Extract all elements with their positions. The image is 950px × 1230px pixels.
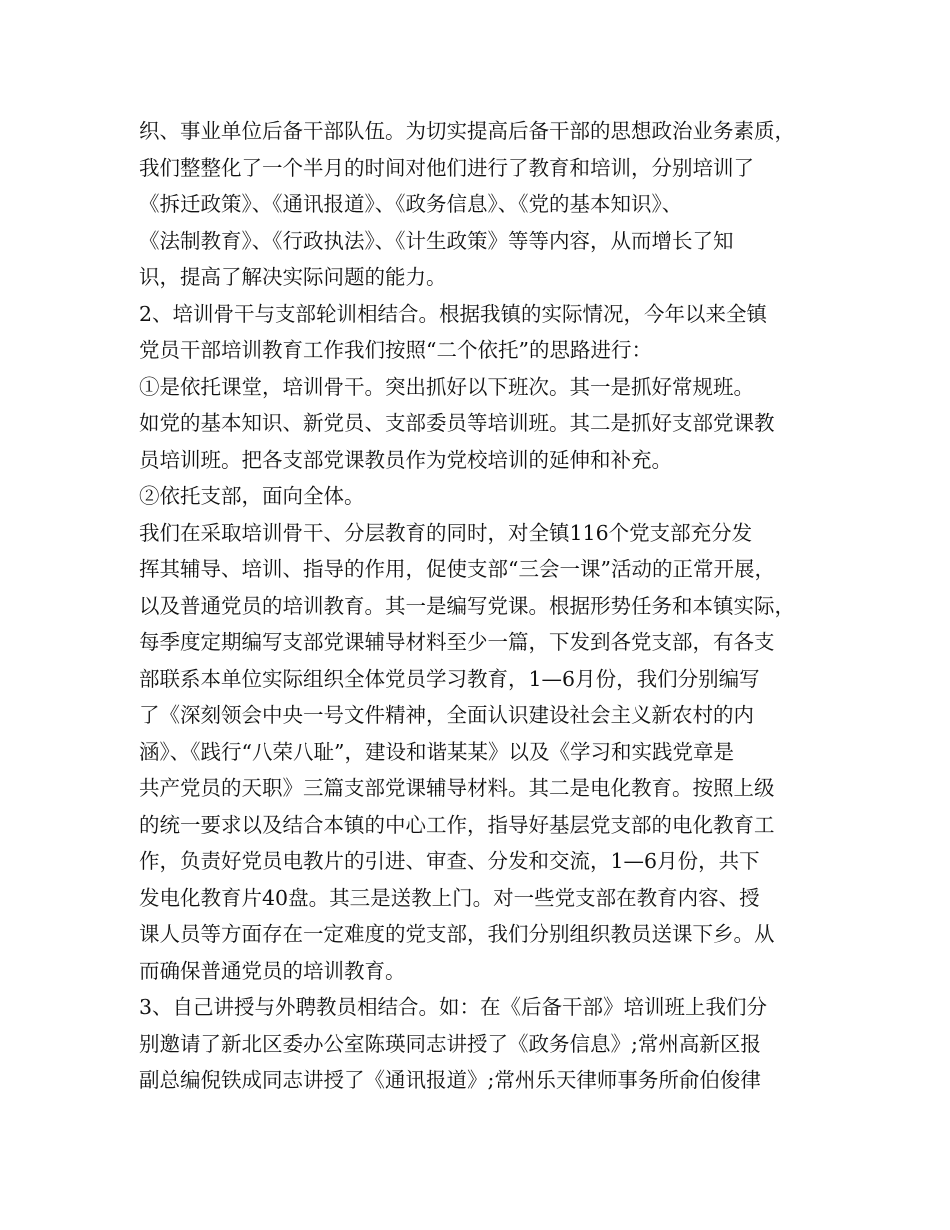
text-line: 3、自己讲授与外聘教员相结合。如：在《后备干部》培训班上我们分	[139, 995, 768, 1019]
text-line: 课人员等方面存在一定难度的党支部，我们分别组织教员送课下乡。从	[139, 922, 775, 946]
text-line: 以及普通党员的培训教育。其一是编写党课。根据形势任务和本镇实际，	[139, 593, 795, 618]
document-body	[139, 113, 839, 1099]
text-line: 党员干部培训教育工作我们按照“二个依托”的思路进行：	[139, 338, 652, 362]
text-line: 涵》、《践行“八荣八耻”，建设和谐某某》以及《学习和实践党章是	[139, 739, 734, 764]
text-line: 《法制教育》、《行政执法》、《计生政策》等等内容，从而增长了知	[139, 228, 734, 253]
text-line: 我们在采取培训骨干、分层教育的同时，对全镇116个党支部充分发	[139, 520, 753, 545]
text-line: 2、培训骨干与支部轮训相结合。根据我镇的实际情况，今年以来全镇	[139, 301, 768, 326]
text-line: 识，提高了解决实际问题的能力。	[139, 265, 447, 289]
text-line: 共产党员的天职》三篇支部党课辅导材料。其二是电化教育。按照上级	[139, 776, 775, 800]
text-line: 了《深刻领会中央一号文件精神，全面认识建设社会主义新农村的内	[139, 703, 754, 727]
text-line: 而确保普通党员的培训教育。	[139, 958, 406, 983]
text-line: 作，负责好党员电教片的引进、审查、分发和交流，1—6月份，共下	[139, 849, 760, 873]
text-line: ②依托支部，面向全体。	[139, 484, 365, 508]
text-line: ①是依托课堂，培训骨干。突出抓好以下班次。其一是抓好常规班。	[139, 374, 754, 399]
text-line: 我们整整化了一个半月的时间对他们进行了教育和培训，分别培训了	[139, 155, 754, 180]
text-line: 如党的基本知识、新党员、支部委员等培训班。其二是抓好支部党课教	[139, 411, 775, 435]
text-line: 的统一要求以及结合本镇的中心工作，指导好基层党支部的电化教育工	[139, 812, 775, 837]
text-line: 员培训班。把各支部党课教员作为党校培训的延伸和补充。	[139, 447, 672, 472]
text-line: 部联系本单位实际组织全体党员学习教育，1—6月份，我们分别编写	[139, 666, 760, 691]
text-line: 《拆迁政策》、《通讯报道》、《政务信息》、《党的基本知识》、	[139, 192, 683, 216]
text-line: 挥其辅导、培训、指导的作用，促使支部“三会一课”活动的正常开展，	[139, 557, 775, 581]
text-line: 发电化教育片40盘。其三是送教上门。对一些党支部在教育内容、授	[139, 885, 760, 910]
text-line: 副总编倪铁成同志讲授了《通讯报道》;常州乐天律师事务所俞伯俊律	[139, 1068, 761, 1092]
text-line: 织、事业单位后备干部队伍。为切实提高后备干部的思想政治业务素质，	[139, 119, 795, 143]
text-line: 别邀请了新北区委办公室陈瑛同志讲授了《政务信息》;常州高新区报	[139, 1031, 761, 1056]
text-line: 每季度定期编写支部党课辅导材料至少一篇，下发到各党支部，有各支	[139, 630, 775, 654]
